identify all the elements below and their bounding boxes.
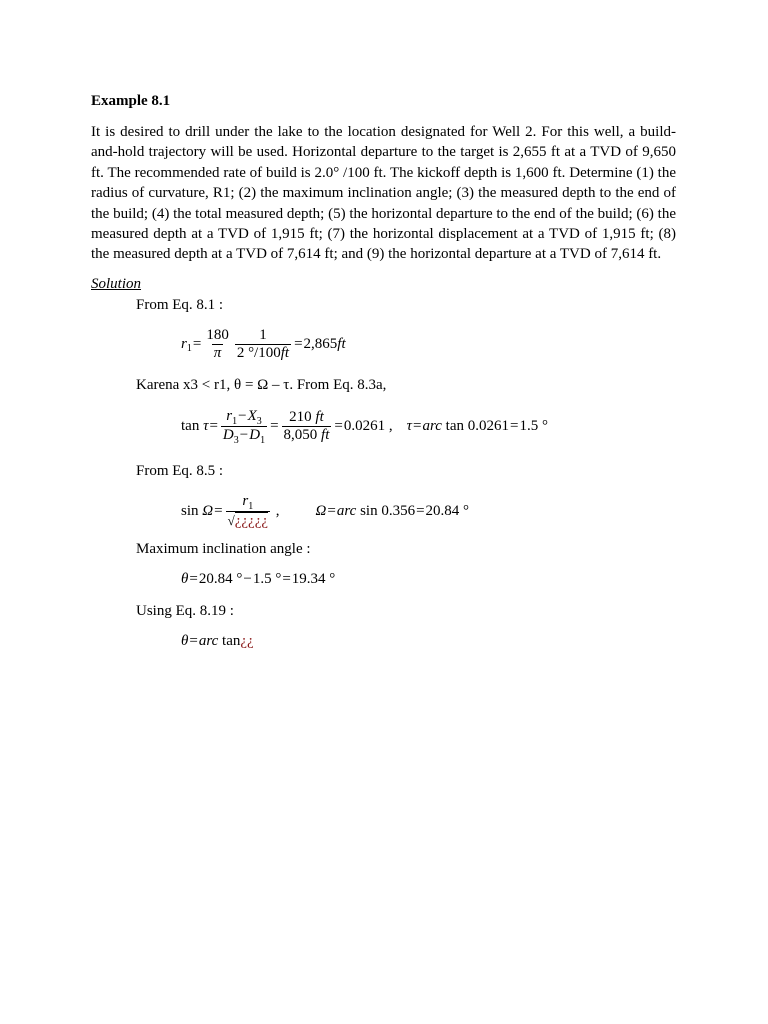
- eq2-num-op: −: [238, 408, 247, 424]
- eq4-a: 20.84: [198, 571, 233, 587]
- eq4-equals: =: [189, 571, 198, 587]
- eq2-frac2-den-a: 8,050: [283, 427, 318, 443]
- eq2-result: 0.0261: [343, 418, 386, 434]
- eq3-fn2: sin: [360, 503, 378, 519]
- eq2-equals-3: =: [334, 418, 343, 434]
- eq2-den-b-sub: 1: [260, 435, 266, 446]
- eq2-frac2-den-b: ft: [321, 427, 330, 443]
- equation-theta-arctan: [181, 633, 254, 650]
- eq2-fraction-1: [221, 408, 267, 445]
- eq2-den-op: −: [239, 427, 249, 443]
- eq3-garbled: ¿¿¿¿¿: [234, 513, 269, 529]
- eq3-fn: sin: [181, 503, 199, 519]
- eq2-arc: arc: [422, 418, 442, 434]
- eq2-fraction-2: [282, 409, 332, 444]
- problem-statement: It is desired to drill under the lake to the location designated for Well 2. For this well, a build-and-hold trajectory will be used. Horizontal departure to the target is 2,655 ft at a TVD of 9,650 ft. The recommended rate of build is 2.0° /100 ft. The kickoff depth is 1,600 ft. Determine (1) the radius of curvature, R1; (2) the maximum inclination angle; (3) the measured depth to the end of the build; (4) the total measured depth; (5) the horizontal departure to the end of the build; (6) the measured depth at a TVD of 1,915 ft; (7) the horizontal displacement at a TVD of 1,915 ft; (8) the measured depth at a TVD of 7,614 ft; and (9) the horizontal departure at a TVD of 7,614 ft.: [91, 124, 676, 263]
- eq1-frac2-den-c: ft: [280, 345, 290, 361]
- eq1-frac2-den: [235, 344, 291, 362]
- eq4-minus: −: [243, 571, 252, 587]
- eq3-var2: Ω: [315, 503, 327, 519]
- eq3-arg: 0.356: [381, 503, 416, 519]
- eq3-equals: =: [214, 503, 223, 519]
- eq2-equals-2: =: [270, 418, 279, 434]
- eq2-var: τ: [203, 418, 209, 434]
- eq3-equals-2: =: [327, 503, 336, 519]
- eq5-equals: =: [189, 633, 198, 649]
- eq1-unit: ft: [337, 336, 346, 352]
- eq3-fraction: [226, 493, 270, 530]
- eq2-frac2-den: [282, 426, 332, 444]
- step5-text: Using Eq. 8.19 :: [136, 603, 234, 619]
- eq3-num: r: [242, 493, 249, 509]
- eq1-frac2-num: 1: [259, 327, 267, 343]
- eq2-frac1-num: [224, 408, 263, 426]
- equation-radius: [181, 327, 346, 362]
- eq2-angle: 1.5: [519, 418, 539, 434]
- equation-omega: [181, 493, 469, 530]
- eq3-var: Ω: [202, 503, 214, 519]
- eq3-arc: arc: [336, 503, 357, 519]
- eq2-equals-4: =: [412, 418, 422, 434]
- eq4-b: 1.5: [252, 571, 272, 587]
- eq2-num-a-sub: 1: [232, 416, 238, 427]
- eq3-frac-num: [240, 493, 255, 511]
- eq1-lhs-sub: 1: [186, 343, 192, 354]
- eq1-frac2-den-b: °/100: [248, 345, 281, 361]
- eq4-deg2: °: [275, 571, 282, 587]
- eq2-var2: τ: [406, 418, 412, 434]
- eq2-equals-5: =: [509, 418, 519, 434]
- eq2-arg: 0.0261: [467, 418, 509, 434]
- eq1-equals: =: [192, 336, 202, 352]
- eq5-fn: tan: [222, 633, 241, 649]
- eq1-frac1-num: 180: [206, 327, 229, 343]
- eq1-fraction-1: [204, 327, 231, 362]
- eq2-fn2: tan: [445, 418, 464, 434]
- example-title: Example 8.1: [91, 93, 171, 109]
- eq4-deg1: °: [236, 571, 243, 587]
- eq2-num-b-sub: 3: [256, 416, 262, 427]
- eq2-deg: °: [541, 418, 548, 434]
- eq3-equals-3: =: [416, 503, 425, 519]
- step2-text: Karena x3 < r1, θ = Ω – τ. From Eq. 8.3a,: [136, 377, 387, 393]
- eq1-fraction-2: [235, 327, 291, 362]
- eq4-deg3: °: [329, 571, 336, 587]
- eq2-comma: ,: [388, 418, 393, 434]
- eq3-num-sub: 1: [248, 501, 254, 512]
- equation-tau: [181, 408, 548, 445]
- step4-text: Maximum inclination angle :: [136, 541, 311, 557]
- eq2-equals: =: [209, 418, 218, 434]
- eq1-result: 2,865: [303, 336, 338, 352]
- eq2-fn: tan: [181, 418, 200, 434]
- eq1-frac2-den-a: 2: [236, 345, 245, 361]
- eq1-lhs: r: [181, 336, 187, 352]
- eq3-angle: 20.84: [425, 503, 460, 519]
- eq5-arc: arc: [198, 633, 219, 649]
- eq5-garbled: ¿¿: [240, 633, 254, 649]
- eq2-num-a: r: [226, 408, 233, 424]
- eq2-frac2-num-b: ft: [315, 409, 324, 425]
- eq1-frac1-den: π: [213, 345, 222, 361]
- eq5-var: θ: [181, 633, 189, 649]
- eq2-den-b: D: [249, 427, 261, 443]
- step1-text: From Eq. 8.1 :: [136, 297, 224, 313]
- eq2-frac2-num-a: 210: [289, 409, 312, 425]
- step3-text: From Eq. 8.5 :: [136, 463, 224, 479]
- eq4-c: 19.34: [291, 571, 326, 587]
- eq1-equals-2: =: [294, 336, 303, 352]
- eq4-equals-2: =: [282, 571, 291, 587]
- eq2-frac2-num: [287, 409, 326, 426]
- eq2-den-a-sub: 3: [233, 435, 239, 446]
- sqrt-icon: √: [227, 513, 235, 528]
- eq2-frac1-den: [221, 426, 267, 445]
- eq3-deg: °: [463, 503, 470, 519]
- eq4-var: θ: [181, 571, 189, 587]
- eq3-comma: ,: [275, 503, 280, 519]
- solution-heading: Solution: [91, 276, 142, 292]
- eq3-frac-den: [226, 511, 270, 530]
- eq2-den-a: D: [222, 427, 234, 443]
- equation-theta: [181, 571, 335, 588]
- eq2-num-b: X: [247, 408, 257, 424]
